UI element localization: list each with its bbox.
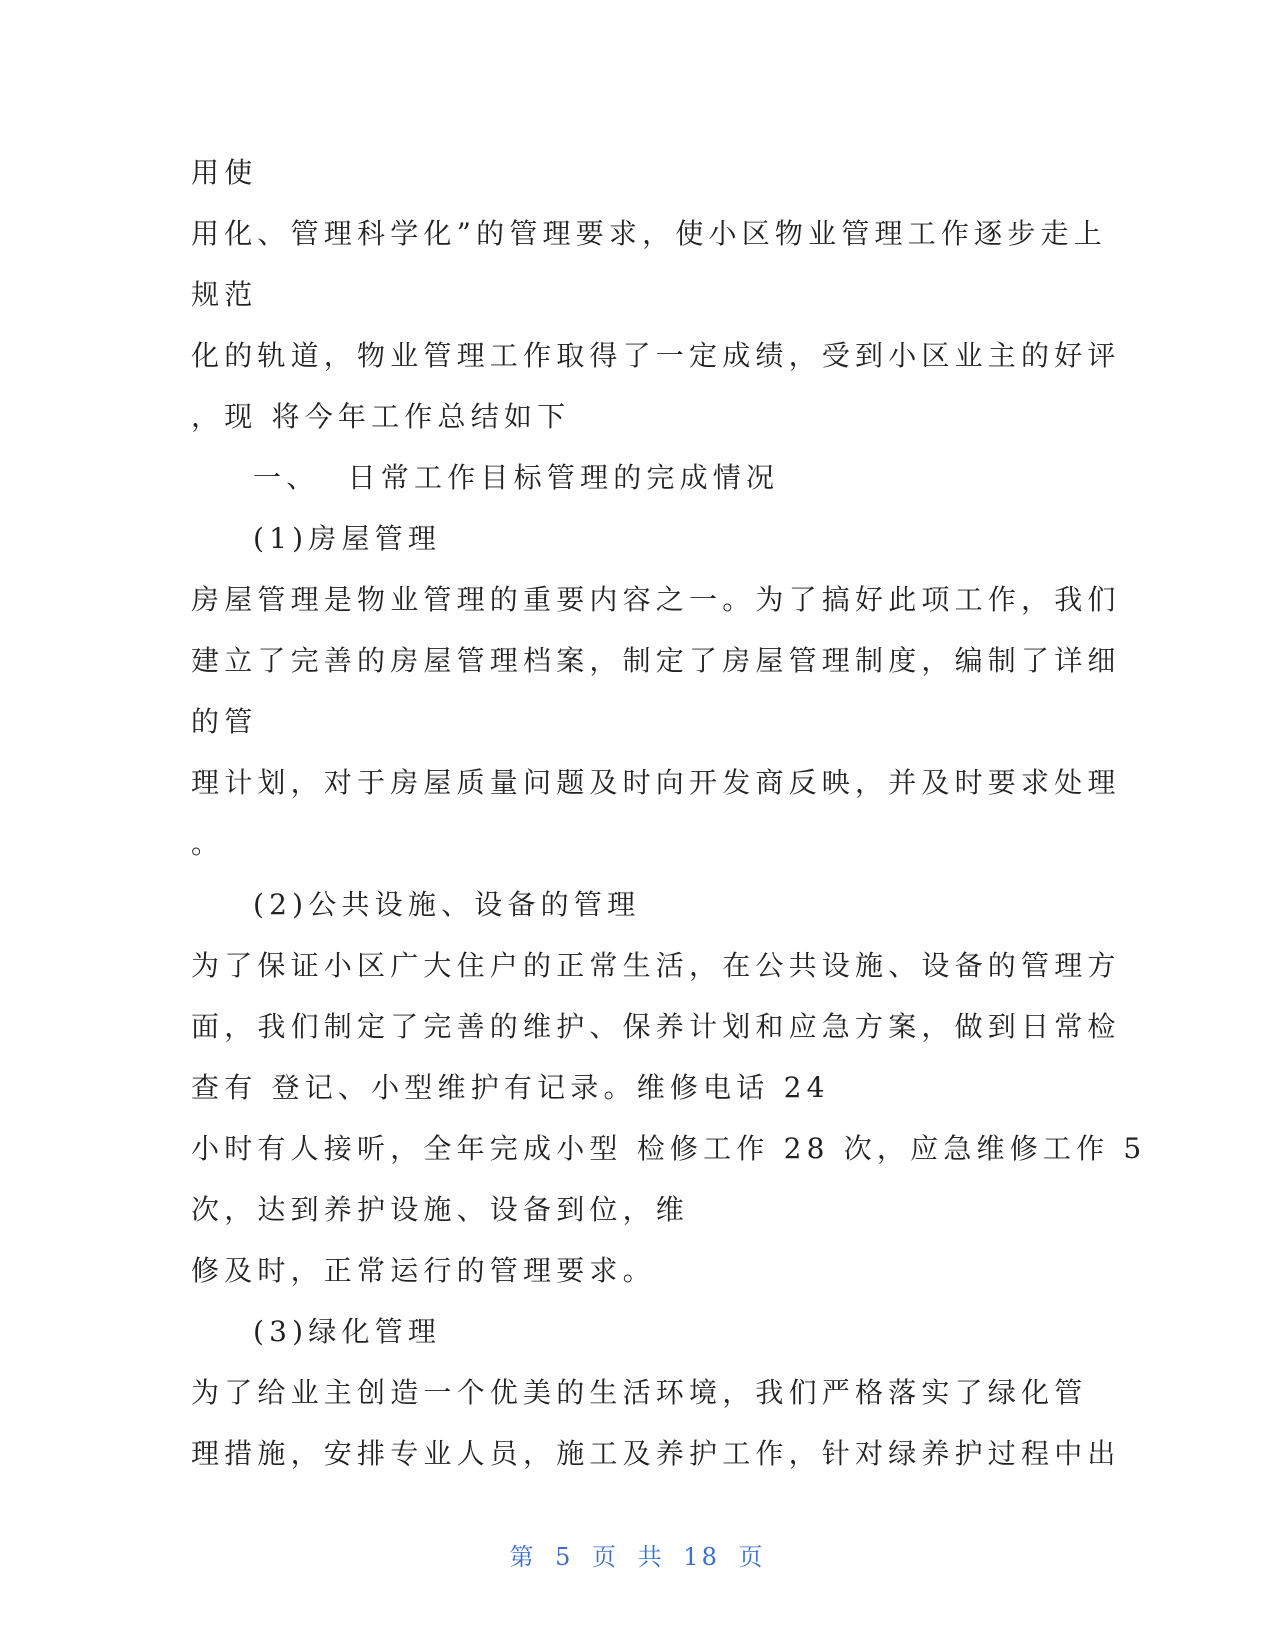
section-heading: 一、 日常工作目标管理的完成情况 [253, 461, 780, 494]
text-line: 理计划，对于房屋质量问题及时向开发商反映，并及时要求处理 [191, 766, 1121, 799]
text-line: 的管 [191, 705, 258, 738]
text-line: 用化、管理科学化”的管理要求，使小区物业管理工作逐步走上 [191, 217, 1107, 250]
text-line: 规范 [191, 278, 258, 311]
text-line: 用使 [191, 156, 258, 189]
text-line: 查有 登记、小型维护有记录。维修电话 24 [191, 1071, 830, 1104]
subsection-heading-housing: (1)房屋管理 [253, 522, 442, 555]
text-line: 修及时，正常运行的管理要求。 [191, 1254, 656, 1287]
text-line: 房屋管理是物业管理的重要内容之一。为了搞好此项工作，我们 [191, 583, 1121, 616]
subsection-heading-greening: (3)绿化管理 [253, 1315, 442, 1348]
text-line: 建立了完善的房屋管理档案，制定了房屋管理制度，编制了详细 [191, 644, 1121, 677]
page-number-footer: 第 5 页 共 18 页 [509, 1543, 766, 1571]
subsection-heading-facilities: (2)公共设施、设备的管理 [253, 888, 641, 921]
text-line: 面，我们制定了完善的维护、保养计划和应急方案，做到日常检 [191, 1010, 1121, 1043]
text-line: 。 [191, 827, 225, 860]
text-line: 次，达到养护设施、设备到位，维 [191, 1193, 690, 1226]
text-line: 化的轨道，物业管理工作取得了一定成绩，受到小区业主的好评 [191, 339, 1121, 372]
text-line: ，现 将今年工作总结如下 [191, 400, 571, 433]
text-line: 为了给业主创造一个优美的生活环境，我们严格落实了绿化管 [191, 1376, 1088, 1409]
text-line: 小时有人接听，全年完成小型 检修工作 28 次，应急维修工作 5 [191, 1132, 1147, 1165]
document-body [191, 142, 1147, 1484]
text-line: 理措施，安排专业人员，施工及养护工作，针对绿养护过程中出 [191, 1437, 1121, 1470]
text-line: 为了保证小区广大住户的正常生活，在公共设施、设备的管理方 [191, 949, 1121, 982]
